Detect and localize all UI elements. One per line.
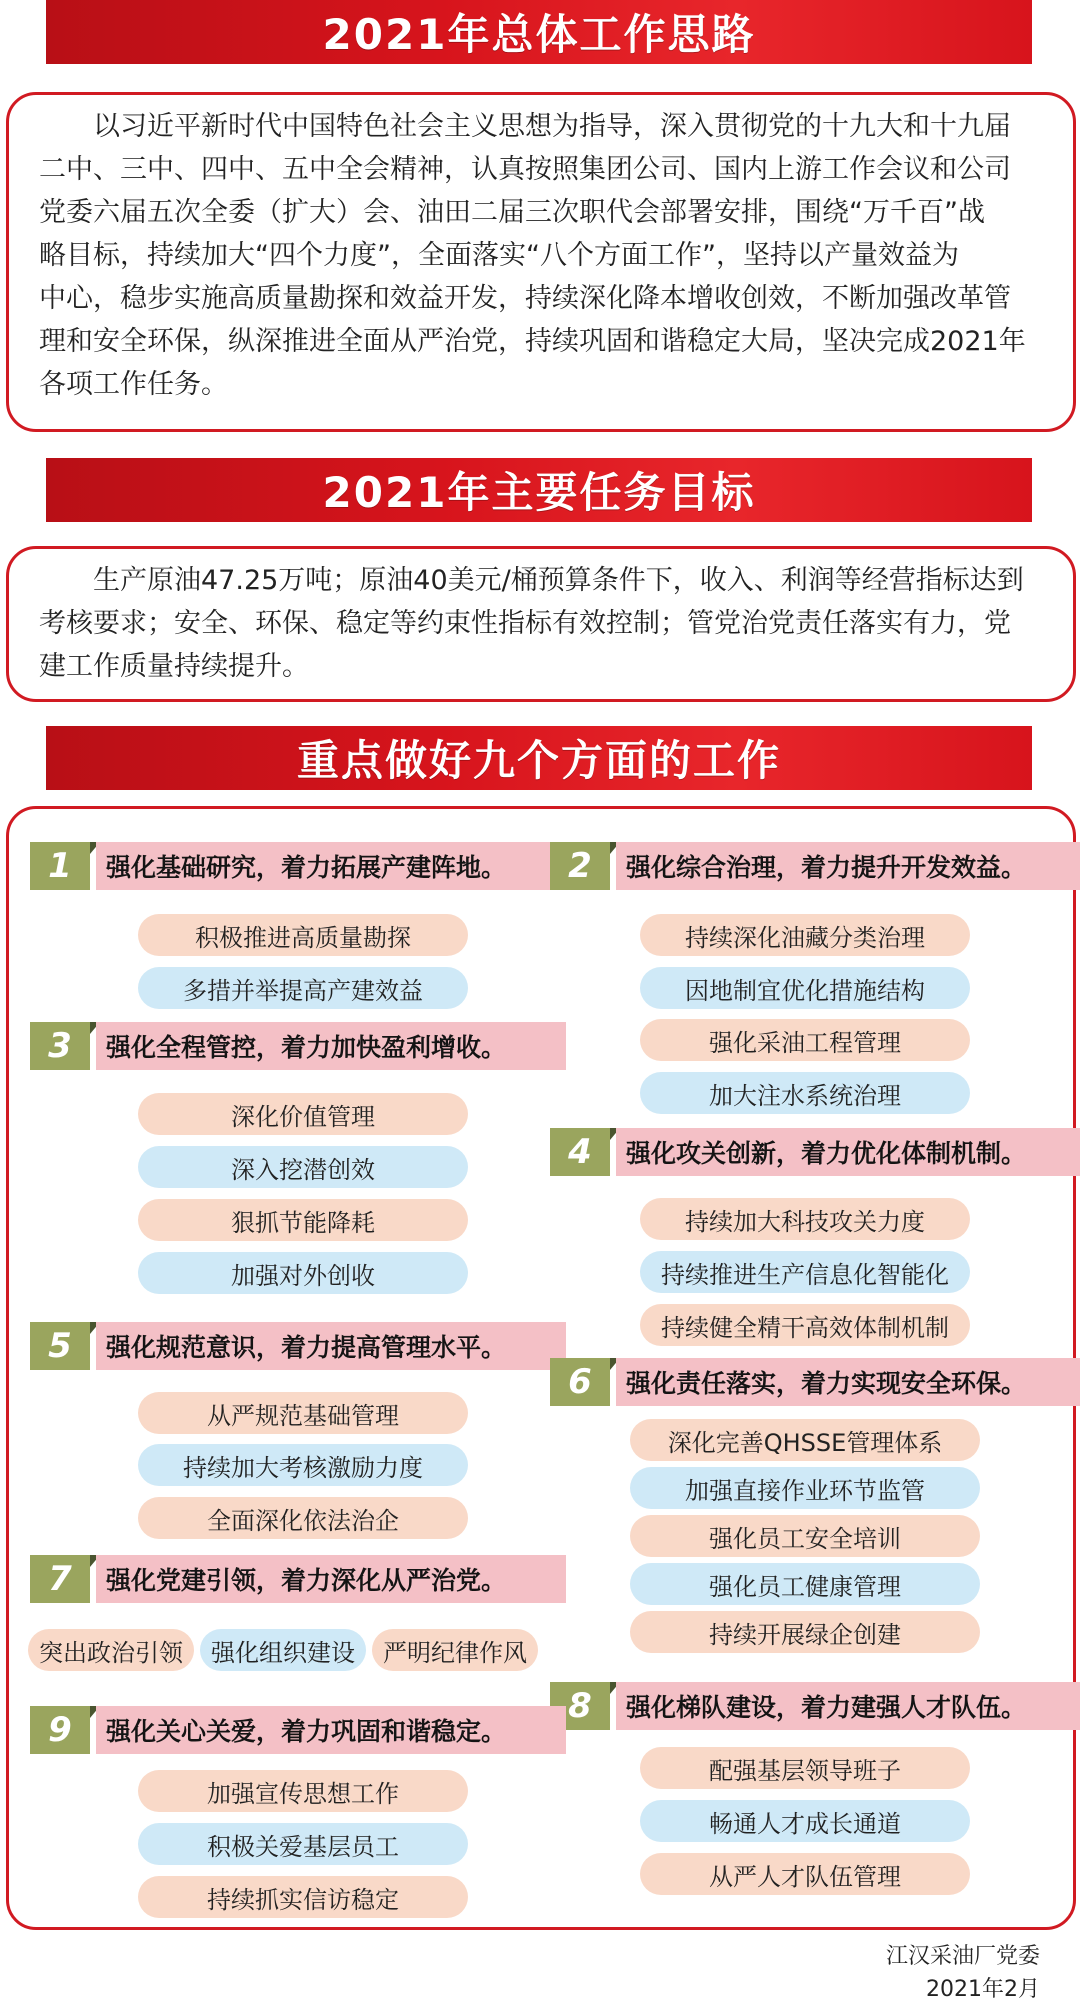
sub-task: 持续加大科技攻关力度: [640, 1198, 970, 1240]
sub-task: 加强对外创收: [138, 1252, 468, 1294]
sub-task: 强化组织建设: [200, 1629, 366, 1671]
number-tab: 2: [550, 842, 610, 890]
sub-task: 深化完善QHSSE管理体系: [630, 1419, 980, 1461]
section1-line: 中心，稳步实施高质量勘探和效益开发，持续深化降本增收创效，不断加强改革管: [39, 283, 1011, 314]
sub-task: 持续开展绿企创建: [630, 1611, 980, 1653]
section2-banner: [46, 458, 1032, 522]
work-item-title: 强化责任落实，着力实现安全环保。: [616, 1358, 1080, 1406]
number-tab: 7: [30, 1555, 90, 1603]
number-tab: 8: [550, 1682, 610, 1730]
number-tab: 6: [550, 1358, 610, 1406]
sub-task: 从严规范基础管理: [138, 1392, 468, 1434]
work-item-title: 强化规范意识，着力提高管理水平。: [96, 1322, 566, 1370]
sub-task: 因地制宜优化措施结构: [640, 967, 970, 1009]
sub-task: 畅通人才成长通道: [640, 1800, 970, 1842]
number-tab: 5: [30, 1322, 90, 1370]
section1-banner: [46, 0, 1032, 64]
sub-task: 狠抓节能降耗: [138, 1199, 468, 1241]
work-item-title: 强化关心关爱，着力巩固和谐稳定。: [96, 1706, 566, 1754]
footer-date: 2021年2月: [926, 1977, 1040, 2002]
section1-line: 各项工作任务。: [39, 369, 228, 400]
sub-task: 强化员工安全培训: [630, 1515, 980, 1557]
sub-task: 积极关爱基层员工: [138, 1823, 468, 1865]
number-tab: 3: [30, 1022, 90, 1070]
sub-task: 从严人才队伍管理: [640, 1853, 970, 1895]
sub-task: 持续加大考核激励力度: [138, 1444, 468, 1486]
section2-line: 建工作质量持续提升。: [39, 651, 309, 682]
section2-paragraph: [39, 559, 1049, 688]
section1-box: [6, 92, 1076, 432]
work-item-title: 强化攻关创新，着力优化体制机制。: [616, 1128, 1080, 1176]
footer-org: 江汉采油厂党委: [885, 1944, 1040, 1969]
sub-task: 强化员工健康管理: [630, 1563, 980, 1605]
sub-task: 持续健全精干高效体制机制: [640, 1304, 970, 1346]
sub-task: 持续推进生产信息化智能化: [640, 1251, 970, 1293]
section2-line: 生产原油47.25万吨；原油40美元/桶预算条件下，收入、利润等经营指标达到: [39, 565, 1024, 596]
work-item-title: 强化基础研究，着力拓展产建阵地。: [96, 842, 566, 890]
sub-task: 深入挖潜创效: [138, 1146, 468, 1188]
sub-task: 多措并举提高产建效益: [138, 967, 468, 1009]
section1-title: 2021年总体工作思路: [322, 10, 756, 59]
section2-box: [6, 546, 1076, 702]
section3-banner: [46, 726, 1032, 790]
number-tab: 4: [550, 1128, 610, 1176]
section2-line: 考核要求；安全、环保、稳定等约束性指标有效控制；管党治党责任落实有力，党: [39, 608, 1011, 639]
sub-task: 持续深化油藏分类治理: [640, 914, 970, 956]
sub-task: 持续抓实信访稳定: [138, 1876, 468, 1918]
sub-task: 积极推进高质量勘探: [138, 914, 468, 956]
sub-task: 强化采油工程管理: [640, 1019, 970, 1061]
section1-line: 理和安全环保，纵深推进全面从严治党，持续巩固和谐稳定大局，坚决完成2021年: [39, 326, 1026, 357]
section1-line: 以习近平新时代中国特色社会主义思想为指导，深入贯彻党的十九大和十九届: [39, 111, 1011, 142]
section1-line: 二中、三中、四中、五中全会精神，认真按照集团公司、国内上游工作会议和公司: [39, 154, 1011, 185]
work-item-title: 强化全程管控，着力加快盈利增收。: [96, 1022, 566, 1070]
work-item-title: 强化梯队建设，着力建强人才队伍。: [616, 1682, 1080, 1730]
number-tab: 1: [30, 842, 90, 890]
section1-line: 党委六届五次全委（扩大）会、油田二届三次职代会部署安排，围绕“万千百”战: [39, 197, 985, 228]
section1-line: 略目标，持续加大“四个力度”，全面落实“八个方面工作”，坚持以产量效益为: [39, 240, 959, 271]
section3-title: 重点做好九个方面的工作: [296, 736, 781, 785]
sub-task: 全面深化依法治企: [138, 1497, 468, 1539]
sub-task: 严明纪律作风: [372, 1629, 538, 1671]
sub-task: 配强基层领导班子: [640, 1747, 970, 1789]
sub-task: 突出政治引领: [28, 1629, 194, 1671]
number-tab: 9: [30, 1706, 90, 1754]
work-item-title: 强化党建引领，着力深化从严治党。: [96, 1555, 566, 1603]
sub-task: 深化价值管理: [138, 1093, 468, 1135]
sub-task: 加大注水系统治理: [640, 1072, 970, 1114]
sub-task: 加强直接作业环节监管: [630, 1467, 980, 1509]
work-item-title: 强化综合治理，着力提升开发效益。: [616, 842, 1080, 890]
section1-paragraph: [39, 105, 1049, 406]
sub-task: 加强宣传思想工作: [138, 1770, 468, 1812]
section2-title: 2021年主要任务目标: [322, 468, 756, 517]
